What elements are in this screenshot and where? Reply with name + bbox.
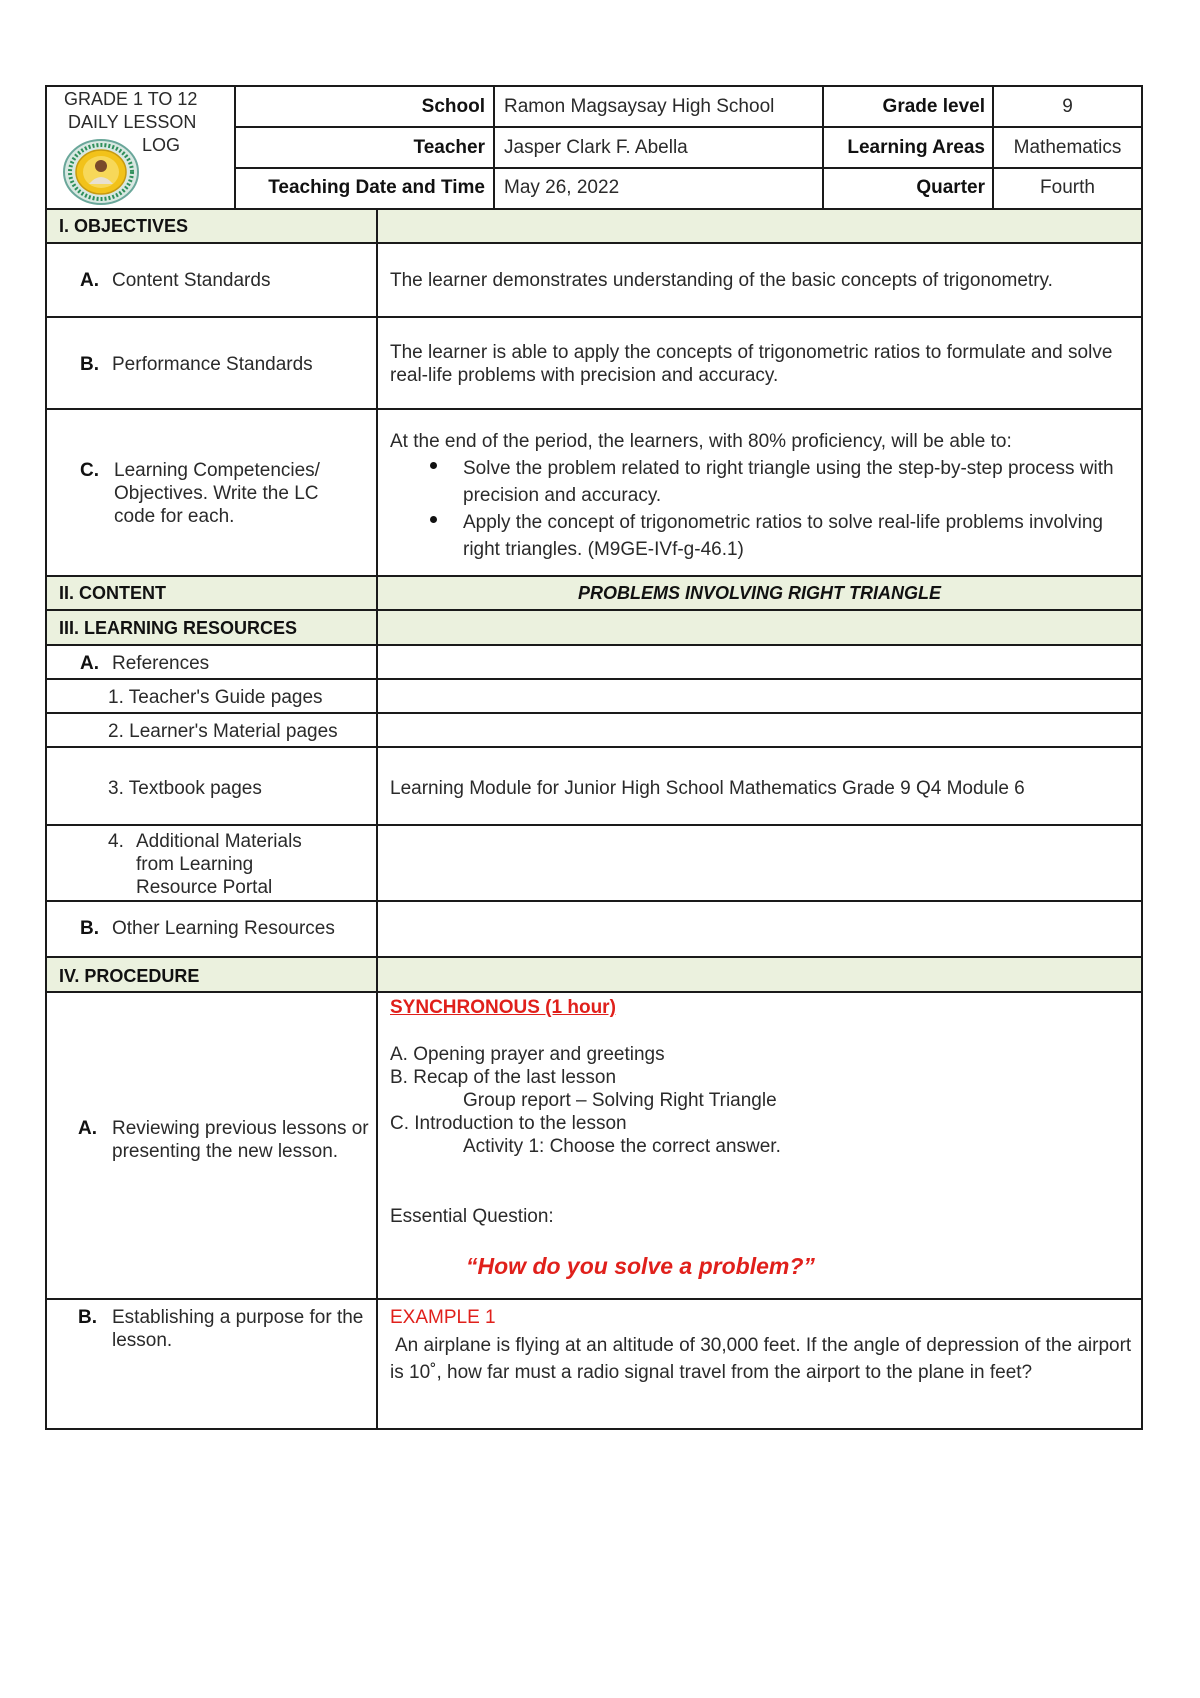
- quarter-label: Quarter: [916, 177, 985, 198]
- school-value: Ramon Magsaysay High School: [504, 96, 775, 117]
- performance-standards-letter: B.: [80, 354, 99, 375]
- learning-competencies-intro: At the end of the period, the learners, with 80% proficiency, will be able to:: [390, 431, 1012, 452]
- grade-level-label: Grade level: [882, 96, 985, 117]
- learners-material-label: 2. Learner's Material pages: [108, 721, 338, 742]
- teaching-date-value: May 26, 2022: [504, 177, 620, 198]
- procedure-step-2-detail: Group report – Solving Right Triangle: [463, 1090, 777, 1111]
- bullet-dot: [430, 462, 437, 469]
- grade-level-value: 9: [1062, 96, 1073, 117]
- teacher-label: Teacher: [413, 137, 485, 158]
- content-heading: II. CONTENT: [59, 583, 166, 603]
- performance-standards-label: Performance Standards: [112, 354, 313, 375]
- bullet-dot: [430, 516, 437, 523]
- procedure-step-1: A. Opening prayer and greetings: [390, 1044, 665, 1065]
- competency-bullet-1: Solve the problem related to right triangle using the step-by-step process with precision and accuracy.: [463, 458, 1114, 506]
- learning-areas-label: Learning Areas: [847, 137, 985, 158]
- logo-title-line-2: DAILY LESSON: [68, 112, 197, 132]
- learning-areas-value: Mathematics: [1013, 137, 1122, 158]
- teacher-value: Jasper Clark F. Abella: [504, 137, 688, 158]
- objectives-heading: I. OBJECTIVES: [59, 216, 189, 236]
- content-standards-letter: A.: [80, 270, 99, 291]
- other-resources-letter: B.: [80, 918, 99, 939]
- learning-competencies-letter: C.: [80, 460, 99, 481]
- essential-question: “How do you solve a problem?”: [466, 1253, 815, 1279]
- learning-competencies-label: Learning Competencies/ Objectives. Write the LC code for each.: [114, 460, 320, 527]
- objectives-row-bg: [46, 210, 1142, 243]
- procedure-row-bg: [46, 958, 1142, 993]
- purpose-letter: B.: [78, 1307, 97, 1328]
- performance-standards-value: The learner is able to apply the concepts of trigonometric ratios to formulate and solve real-life problems with precision and accuracy.: [390, 342, 1113, 386]
- essential-question-label: Essential Question:: [390, 1206, 554, 1227]
- resources-heading: III. LEARNING RESOURCES: [59, 618, 298, 638]
- textbook-pages-label: 3. Textbook pages: [108, 778, 262, 799]
- procedure-step-3-detail: Activity 1: Choose the correct answer.: [463, 1136, 781, 1157]
- procedure-step-2: B. Recap of the last lesson: [390, 1067, 617, 1088]
- teachers-guide-label: 1. Teacher's Guide pages: [108, 687, 323, 708]
- content-standards-label: Content Standards: [112, 270, 271, 291]
- reviewing-lessons-label: Reviewing previous lessons or presenting the new lesson.: [112, 1118, 369, 1162]
- other-resources-label: Other Learning Resources: [112, 918, 335, 939]
- procedure-heading: IV. PROCEDURE: [59, 966, 200, 986]
- additional-materials-number: 4.: [108, 831, 124, 852]
- teaching-date-label: Teaching Date and Time: [268, 177, 485, 198]
- example-title: EXAMPLE 1: [390, 1307, 496, 1328]
- procedure-step-3: C. Introduction to the lesson: [390, 1113, 627, 1134]
- school-seal-logo: [62, 138, 140, 206]
- references-letter: A.: [80, 653, 99, 674]
- content-topic: PROBLEMS INVOLVING RIGHT TRIANGLE: [577, 583, 941, 603]
- reviewing-lessons-letter: A.: [78, 1118, 97, 1139]
- school-label: School: [421, 96, 485, 117]
- additional-materials-label: Additional Materials from Learning Resource Portal: [136, 831, 302, 898]
- synchronous-heading: SYNCHRONOUS (1 hour): [390, 997, 616, 1018]
- example-problem: An airplane is flying at an altitude of 30,000 feet. If the angle of depression of the airport is 10˚, how far must a radio signal travel from the airport to the plane in feet?: [390, 1335, 1132, 1383]
- logo-title-line-1: GRADE 1 TO 12: [64, 89, 198, 109]
- competency-bullet-2: Apply the concept of trigonometric ratios to solve real-life problems involving right triangles. (M9GE-IVf-g-46.1): [463, 512, 1103, 560]
- references-label: References: [112, 653, 210, 674]
- quarter-value: Fourth: [1040, 177, 1095, 198]
- content-standards-value: The learner demonstrates understanding of the basic concepts of trigonometry.: [390, 270, 1053, 291]
- purpose-label: Establishing a purpose for the lesson.: [112, 1307, 364, 1351]
- logo-title-line-3: LOG: [142, 135, 181, 155]
- textbook-pages-value: Learning Module for Junior High School Mathematics Grade 9 Q4 Module 6: [390, 778, 1025, 799]
